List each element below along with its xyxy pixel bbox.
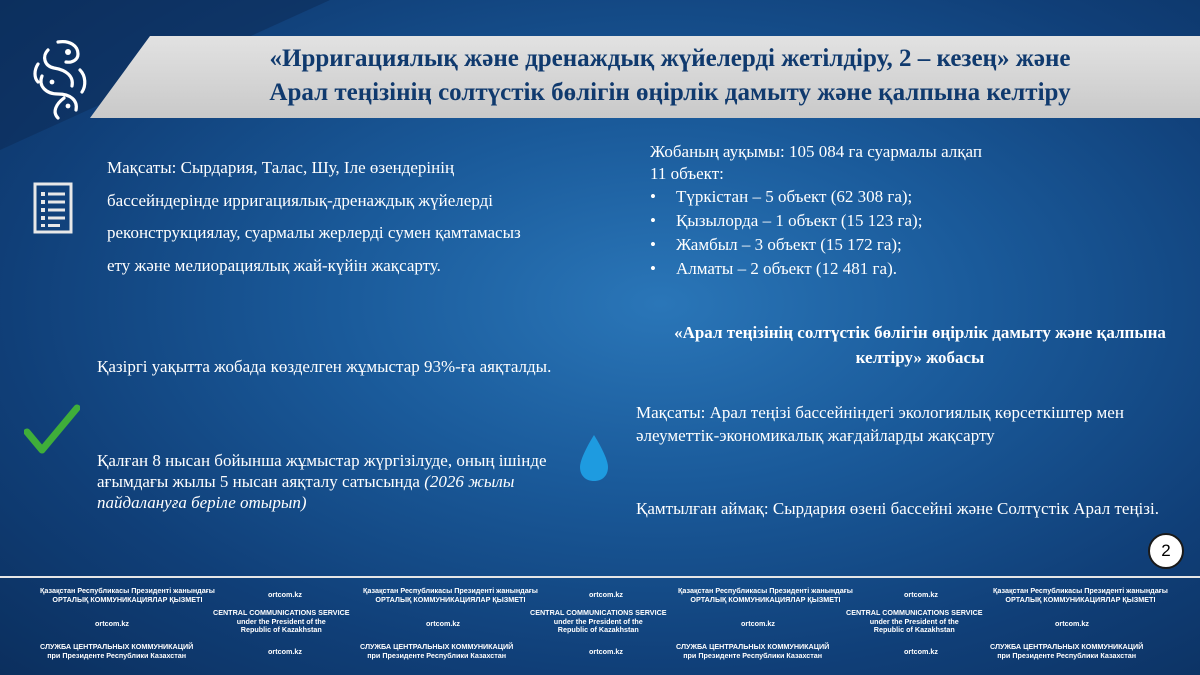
- list-item: • Алматы – 2 объект (12 481 га).: [650, 257, 1170, 281]
- footer-en-line1: CENTRAL COMMUNICATIONS SERVICE: [846, 608, 983, 617]
- footer-ru-line1: СЛУЖБА ЦЕНТРАЛЬНЫХ КОММУНИКАЦИЙ: [990, 642, 1144, 651]
- footer-ru-block: [676, 643, 829, 660]
- footer-site: ortcom.kz: [1055, 619, 1089, 628]
- footer-en-line2: under the President of the: [869, 616, 959, 626]
- footer-kz-line1: Қазақстан Республикасы Президенті жанындағы: [678, 586, 853, 595]
- footer-kz-line1: Қазақстан Республикасы Президенті жанындағы: [40, 586, 215, 595]
- footer-ru-line2: при Президенте Республики Казахстан: [367, 650, 507, 660]
- remaining-works-main: Қалған 8 нысан бойынша жұмыстар жүргізілуде, оның ішінде ағымдағы жылы 5 нысан аяқталу сатысында: [97, 451, 547, 491]
- footer-kz-line2: ОРТАЛЫҚ КОММУНИКАЦИЯЛАР ҚЫЗМЕТІ: [375, 594, 526, 604]
- footer-kz-line2: ОРТАЛЫҚ КОММУНИКАЦИЯЛАР ҚЫЗМЕТІ: [52, 594, 203, 604]
- footer-ru-block: [360, 643, 513, 660]
- footer-ru-block: [990, 643, 1143, 660]
- footer-site: ortcom.kz: [268, 590, 302, 599]
- footer-site: ortcom.kz: [904, 647, 938, 656]
- footer-divider: [0, 576, 1200, 578]
- footer-kz-block: [993, 587, 1168, 604]
- aral-goal-text: Мақсаты: Арал теңізі бассейніндегі экологиялық көрсеткіштер мен әлеуметтік-экономикалық жағдайларды жақсарту: [636, 403, 1124, 445]
- footer-kz-line1: Қазақстан Республикасы Президенті жанындағы: [363, 586, 538, 595]
- footer-en-line1: CENTRAL COMMUNICATIONS SERVICE: [213, 608, 350, 617]
- list-item: • Жамбыл – 3 объект (15 172 га);: [650, 233, 1170, 257]
- footer-kz-block: [678, 587, 853, 604]
- footer-site: ortcom.kz: [589, 590, 623, 599]
- footer-site: ortcom.kz: [904, 590, 938, 599]
- irrigation-goal-text: Мақсаты: Сырдария, Талас, Шу, Іле өзендерінің бассейндерінде ирригациялық-дренаждық жүйелерді реконструкциялау, суармалы жерлерді сумен қамтамасыз ету және мелиорациялық жай-күйін жақсарту.: [107, 158, 521, 275]
- footer-site: ortcom.kz: [268, 647, 302, 656]
- footer-site: ortcom.kz: [95, 619, 129, 628]
- progress-status-text: Қазіргі уақытта жобада көзделген жұмыстар 93%-ға аяқталды.: [97, 357, 552, 376]
- remaining-works-note: (2026 жылы пайдалануға беріле отырып): [97, 472, 515, 512]
- footer-ru-line1: СЛУЖБА ЦЕНТРАЛЬНЫХ КОММУНИКАЦИЙ: [360, 642, 514, 651]
- footer-kz-block: [363, 587, 538, 604]
- page-number: 2: [1148, 533, 1184, 569]
- footer-en-block: [846, 609, 983, 635]
- footer-band: [0, 580, 1200, 675]
- footer-en-block: [213, 609, 350, 635]
- project-scope: [650, 141, 1170, 281]
- footer-ru-block: [40, 643, 193, 660]
- footer-ru-line2: при Президенте Республики Казахстан: [997, 650, 1137, 660]
- list-item: • Қызылорда – 1 объект (15 123 га);: [650, 209, 1170, 233]
- footer-ru-line2: при Президенте Республики Казахстан: [683, 650, 823, 660]
- footer-ru-line2: при Президенте Республики Казахстан: [47, 650, 187, 660]
- footer-kz-line1: Қазақстан Республикасы Президенті жанындағы: [993, 586, 1168, 595]
- scope-line: Жобаның ауқымы: 105 084 га суармалы алқап: [650, 142, 982, 161]
- footer-en-line2: under the President of the: [236, 616, 326, 626]
- footer-en-line3: Republic of Kazakhstan: [557, 625, 639, 635]
- aral-area-text: Қамтылған аймақ: Сырдария өзені бассейні және Солтүстік Арал теңізі.: [636, 499, 1159, 518]
- footer-en-line3: Republic of Kazakhstan: [240, 625, 322, 635]
- page-title: [150, 42, 1190, 110]
- list-item: • Түркістан – 5 объект (62 308 га);: [650, 185, 1170, 209]
- footer-kz-line2: ОРТАЛЫҚ КОММУНИКАЦИЯЛАР ҚЫЗМЕТІ: [690, 594, 841, 604]
- footer-site: ortcom.kz: [741, 619, 775, 628]
- aral-project-title: «Арал теңізінің солтүстік бөлігін өңірлік дамыту және қалпына келтіру» жобасы: [674, 323, 1166, 367]
- footer-kz-line2: ОРТАЛЫҚ КОММУНИКАЦИЯЛАР ҚЫЗМЕТІ: [1005, 594, 1156, 604]
- footer-site: ortcom.kz: [589, 647, 623, 656]
- snow-leopard-emblem-icon: [28, 36, 92, 122]
- footer-en-line1: CENTRAL COMMUNICATIONS SERVICE: [530, 608, 667, 617]
- footer-ru-line1: СЛУЖБА ЦЕНТРАЛЬНЫХ КОММУНИКАЦИЙ: [676, 642, 830, 651]
- objects-line: 11 объект:: [650, 164, 724, 183]
- footer-en-line3: Republic of Kazakhstan: [873, 625, 955, 635]
- title-line-2: Арал теңізінің солтүстік бөлігін өңірлік дамыту және қалпына келтіру: [269, 79, 1071, 106]
- footer-ru-line1: СЛУЖБА ЦЕНТРАЛЬНЫХ КОММУНИКАЦИЙ: [40, 642, 194, 651]
- document-list-icon: [33, 182, 73, 234]
- footer-kz-block: [40, 587, 215, 604]
- footer-en-block: [530, 609, 667, 635]
- footer-site: ortcom.kz: [426, 619, 460, 628]
- objects-list: [650, 185, 1170, 281]
- water-drop-icon: [578, 433, 610, 483]
- title-line-1: «Ирригациялық және дренаждық жүйелерді жетілдіру, 2 – кезең» және: [269, 45, 1071, 72]
- check-mark-icon: [24, 402, 80, 458]
- remaining-works-text: [97, 450, 577, 513]
- footer-en-line2: under the President of the: [553, 616, 643, 626]
